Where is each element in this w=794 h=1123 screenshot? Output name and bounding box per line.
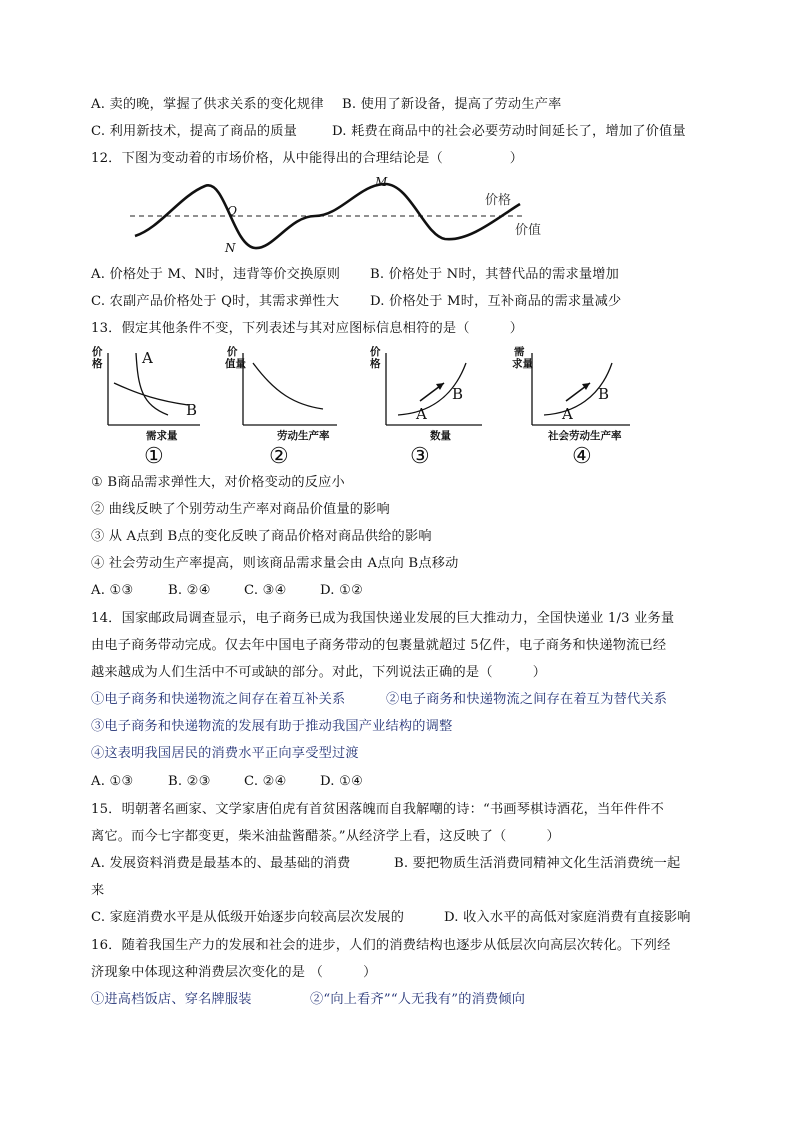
q12-label-n: N xyxy=(225,241,236,255)
q13-item-3: ③ 从 A点到 B点的变化反映了商品价格对商品供给的影响 xyxy=(91,529,432,544)
q15-option-c: C. 家庭消费水平是从低级开始逐步向较高层次发展的 xyxy=(91,910,405,925)
chart-3-point-a: A xyxy=(416,405,427,423)
q12-label-value: 价值 xyxy=(515,223,542,238)
q16-item-2: ②“向上看齐”“人无我有”的消费倾向 xyxy=(310,992,526,1007)
q13-option-c: C. ③④ xyxy=(244,583,287,598)
chart-3-ylabel-bottom: 格 xyxy=(370,358,381,370)
chart-1-curve-b-label: B xyxy=(186,401,198,419)
q12-label-price: 价格 xyxy=(485,193,512,208)
chart-4-xlabel: 社会劳动生产率 xyxy=(548,430,622,442)
q13-item-2: ② 曲线反映了个别劳动生产率对商品价值量的影响 xyxy=(91,502,390,517)
q13-option-d: D. ①② xyxy=(320,583,364,598)
chart-2-number: ② xyxy=(269,444,289,468)
q12-stem: 12．下图为变动着的市场价格，从中能得出的合理结论是（ ） xyxy=(91,151,524,166)
q15-stem-1: 15．明朝著名画家、文学家唐伯虎有首贫困落魄而自我解嘲的诗：“书画琴棋诗酒花，当年件件不 xyxy=(91,802,665,817)
q13-chart-1 xyxy=(90,343,210,468)
q12-option-d: D. 价格处于 M时，互补商品的需求量减少 xyxy=(370,294,622,309)
q13-option-a: A. ①③ xyxy=(91,583,134,598)
q16-stem-2: 济现象中体现这种消费层次变化的是 （ ） xyxy=(91,965,377,980)
q14-option-c: C. ②④ xyxy=(244,774,287,789)
q12-option-c: C. 农副产品价格处于 Q时，其需求弹性大 xyxy=(91,294,340,309)
chart-1-xlabel: 需求量 xyxy=(146,430,178,442)
q13-option-b: B. ②④ xyxy=(168,583,211,598)
q14-option-b: B. ②③ xyxy=(168,774,211,789)
q13-item-1: ① B商品需求弹性大，对价格变动的反应小 xyxy=(91,475,345,490)
chart-4-point-a: A xyxy=(562,405,573,423)
q12-option-b: B. 价格处于 N时，其替代品的需求量增加 xyxy=(370,267,620,282)
chart-1-curve-a-label: A xyxy=(142,349,153,367)
chart-4-number: ④ xyxy=(572,444,592,468)
q14-item-2: ②电子商务和快递物流之间存在着互为替代关系 xyxy=(386,692,668,707)
chart-2-xlabel: 劳动生产率 xyxy=(277,430,330,442)
q16-item-1: ①进高档饭店、穿名牌服装 xyxy=(91,992,252,1007)
q11-option-d: D. 耗费在商品中的社会必要劳动时间延长了，增加了价值量 xyxy=(332,124,686,139)
q14-stem-1: 14．国家邮政局调查显示，电子商务已成为我国快递业发展的巨大推动力，全国快递业 1/3 业务量 xyxy=(91,611,675,626)
q15-option-b: B. 要把物质生活消费同精神文化生活消费统一起 xyxy=(394,856,681,871)
q11-option-c: C. 利用新技术，提高了商品的质量 xyxy=(91,124,298,139)
q15-stem-2: 离它。而今七字都变更，柴米油盐酱醋茶。”从经济学上看，这反映了（ ） xyxy=(91,829,560,844)
q11-option-b: B. 使用了新设备，提高了劳动生产率 xyxy=(342,97,562,112)
chart-2-curve xyxy=(253,363,323,409)
q12-label-m: M xyxy=(375,176,388,189)
chart-4-ylabel-top: 需 xyxy=(514,346,525,358)
q14-option-a: A. ①③ xyxy=(91,774,134,789)
q15-option-b-cont: 来 xyxy=(91,883,105,898)
q12-label-q: Q xyxy=(227,204,237,218)
chart-2-ylabel-top: 价 xyxy=(227,346,238,358)
q11-option-a: A. 卖的晚，掌握了供求关系的变化规律 xyxy=(91,97,324,112)
q14-item-4: ④这表明我国居民的消费水平正向享受型过渡 xyxy=(91,746,359,761)
q13-item-4: ④ 社会劳动生产率提高，则该商品需求量会由 A点向 B点移动 xyxy=(91,556,459,571)
q14-option-d: D. ①④ xyxy=(320,774,364,789)
chart-3-point-b: B xyxy=(452,385,464,403)
q15-option-d: D. 收入水平的高低对家庭消费有直接影响 xyxy=(444,910,691,925)
chart-3-ylabel-top: 价 xyxy=(370,346,381,358)
q14-item-1: ①电子商务和快递物流之间存在着互补关系 xyxy=(91,692,346,707)
q13-stem: 13．假定其他条件不变，下列表述与其对应图标信息相符的是（ ） xyxy=(91,321,524,336)
chart-1-ylabel-top: 价 xyxy=(92,346,103,358)
q13-chart-3 xyxy=(368,343,498,468)
q12-option-a: A. 价格处于 M、N时，违背等价交换原则 xyxy=(91,267,341,282)
q12-price-curve xyxy=(135,184,520,248)
q15-option-a: A. 发展资料消费是最基本的、最基础的消费 xyxy=(91,856,351,871)
q14-item-3: ③电子商务和快递物流的发展有助于推动我国产业结构的调整 xyxy=(91,719,453,734)
q14-stem-2: 由电子商务带动完成。仅去年中国电子商务带动的包裹量就超过 5亿件，电子商务和快递物流已经 xyxy=(91,638,667,653)
q12-price-wave-figure xyxy=(125,176,545,256)
chart-4-point-b: B xyxy=(598,385,610,403)
chart-1-curve-b xyxy=(114,383,188,405)
q13-chart-2 xyxy=(225,343,355,468)
chart-4-ylabel-bottom: 求量 xyxy=(512,358,533,370)
q13-chart-4 xyxy=(512,343,662,468)
chart-1-number: ① xyxy=(144,444,164,468)
chart-3-xlabel: 数量 xyxy=(430,430,451,442)
chart-3-number: ③ xyxy=(410,444,430,468)
chart-1-ylabel-bottom: 格 xyxy=(92,358,103,370)
q16-stem-1: 16．随着我国生产力的发展和社会的进步，人们的消费结构也逐步从低层次向高层次转化。下列经 xyxy=(91,938,671,953)
chart-2-ylabel-bottom: 值量 xyxy=(225,358,246,370)
q14-stem-3: 越来越成为人们生活中不可或缺的部分。对此，下列说法正确的是（ ） xyxy=(91,665,547,680)
